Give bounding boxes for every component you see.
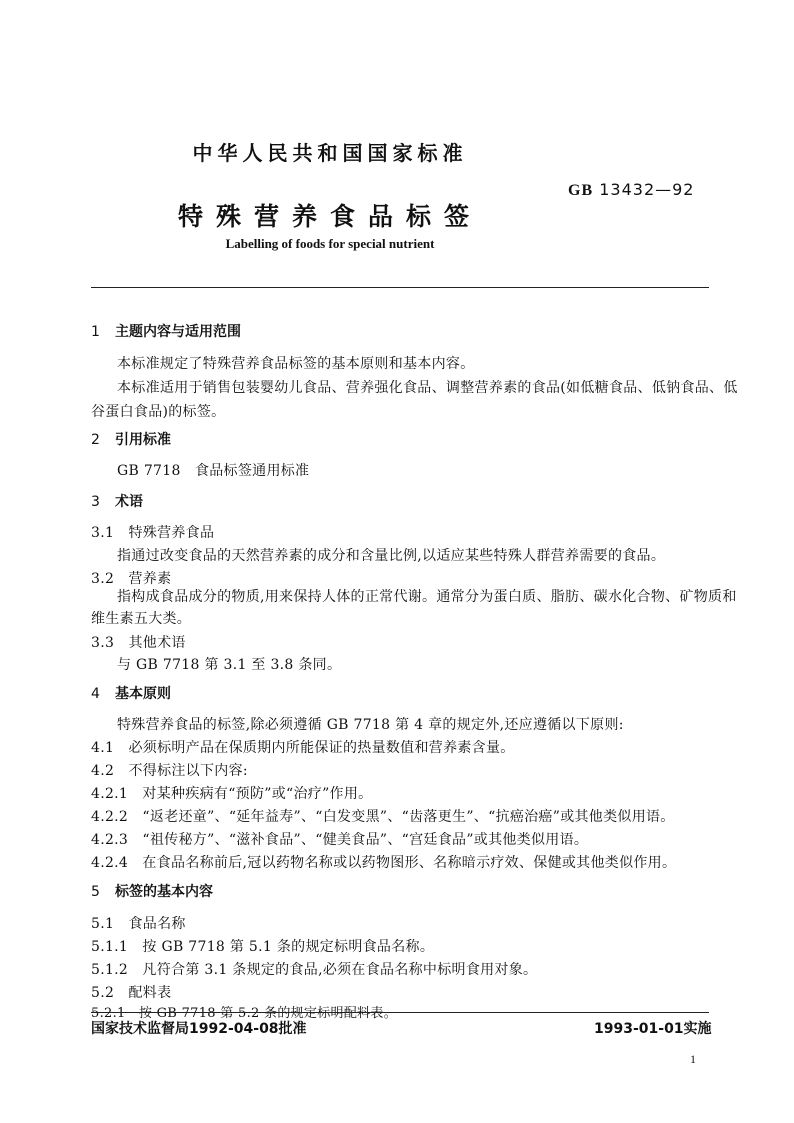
approval-date: 国家技术监督局1992-04-08批准 xyxy=(91,1021,307,1037)
section-1-heading xyxy=(91,321,241,341)
section-number: 5 xyxy=(91,884,100,900)
clause: 5.1.2 凡符合第 3.1 条规定的食品,必须在食品名称中标明食用对象。 xyxy=(91,962,538,978)
section-number: 1 xyxy=(91,324,100,340)
clause-heading: 3.3 其他术语 xyxy=(91,635,186,651)
header-divider xyxy=(91,287,709,288)
clause-heading: 5.1 食品名称 xyxy=(91,916,186,932)
document-title: 特殊营养食品标签 xyxy=(177,202,482,231)
section-number: 3 xyxy=(91,494,100,510)
clause: 4.2.2 “返老还童”、“延年益寿”、“白发变黑”、“齿落更生”、“抗癌治癌”或其他类似用语。 xyxy=(91,809,675,825)
section-title: 标签的基本内容 xyxy=(115,884,213,900)
section-3-heading xyxy=(91,491,143,511)
section-title: 引用标准 xyxy=(115,432,171,448)
section-number: 2 xyxy=(91,432,100,448)
paragraph: GB 7718 食品标签通用标准 xyxy=(117,463,310,479)
section-title: 主题内容与适用范围 xyxy=(115,324,241,340)
paragraph: 本标准规定了特殊营养食品标签的基本原则和基本内容。 xyxy=(117,356,475,372)
paragraph: 指通过改变食品的天然营养素的成分和含量比例,以适应某些特殊人群营养需要的食品。 xyxy=(117,548,666,564)
document-number-prefix: GB xyxy=(568,182,594,199)
document-number-value: 13432—92 xyxy=(599,180,695,199)
clause: 5.2.1 按 GB 7718 第 5.2 条的规定标明配料表。 xyxy=(91,1006,398,1021)
paragraph: 本标准适用于销售包装婴幼儿食品、营养强化食品、调整营养素的食品(如低糖食品、低钠食品、低 xyxy=(117,380,738,396)
section-number: 4 xyxy=(91,686,100,702)
clause: 4.2.4 在食品名称前后,冠以药物名称或以药物图形、名称暗示疗效、保健或其他类似作用。 xyxy=(91,855,677,871)
clause: 4.2.1 对某种疾病有“预防”或“治疗”作用。 xyxy=(91,786,373,802)
section-title: 基本原则 xyxy=(115,686,171,702)
paragraph-continuation: 维生素五大类。 xyxy=(91,611,192,627)
paragraph: 与 GB 7718 第 3.1 至 3.8 条同。 xyxy=(117,657,342,673)
clause-heading: 5.2 配料表 xyxy=(91,985,172,1001)
standard-title: 中华人民共和国国家标准 xyxy=(192,141,468,165)
page-number: 1 xyxy=(690,1052,696,1066)
clause-heading: 3.2 营养素 xyxy=(91,571,172,587)
section-2-heading xyxy=(91,429,171,449)
document-title-english: Labelling of foods for special nutrient xyxy=(225,236,435,251)
clause: 4.1 必须标明产品在保质期内所能保证的热量数值和营养素含量。 xyxy=(91,740,515,756)
clause-heading: 3.1 特殊营养食品 xyxy=(91,525,215,541)
paragraph-continuation: 谷蛋白食品)的标签。 xyxy=(91,404,226,420)
section-4-heading xyxy=(91,683,171,703)
effective-date: 1993-01-01实施 xyxy=(594,1021,712,1037)
section-title: 术语 xyxy=(115,494,143,510)
section-5-heading xyxy=(91,881,213,901)
footer-divider xyxy=(91,1012,709,1013)
paragraph: 指构成食品成分的物质,用来保持人体的正常代谢。通常分为蛋白质、脂肪、碳水化合物、矿物质和 xyxy=(117,589,737,605)
clause: 5.1.1 按 GB 7718 第 5.1 条的规定标明食品名称。 xyxy=(91,939,435,955)
clause: 4.2 不得标注以下内容: xyxy=(91,763,248,779)
paragraph: 特殊营养食品的标签,除必须遵循 GB 7718 第 4 章的规定外,还应遵循以下原则: xyxy=(117,717,624,733)
clause: 4.2.3 “祖传秘方”、“滋补食品”、“健美食品”、“宫廷食品”或其他类似用语。 xyxy=(91,832,589,848)
